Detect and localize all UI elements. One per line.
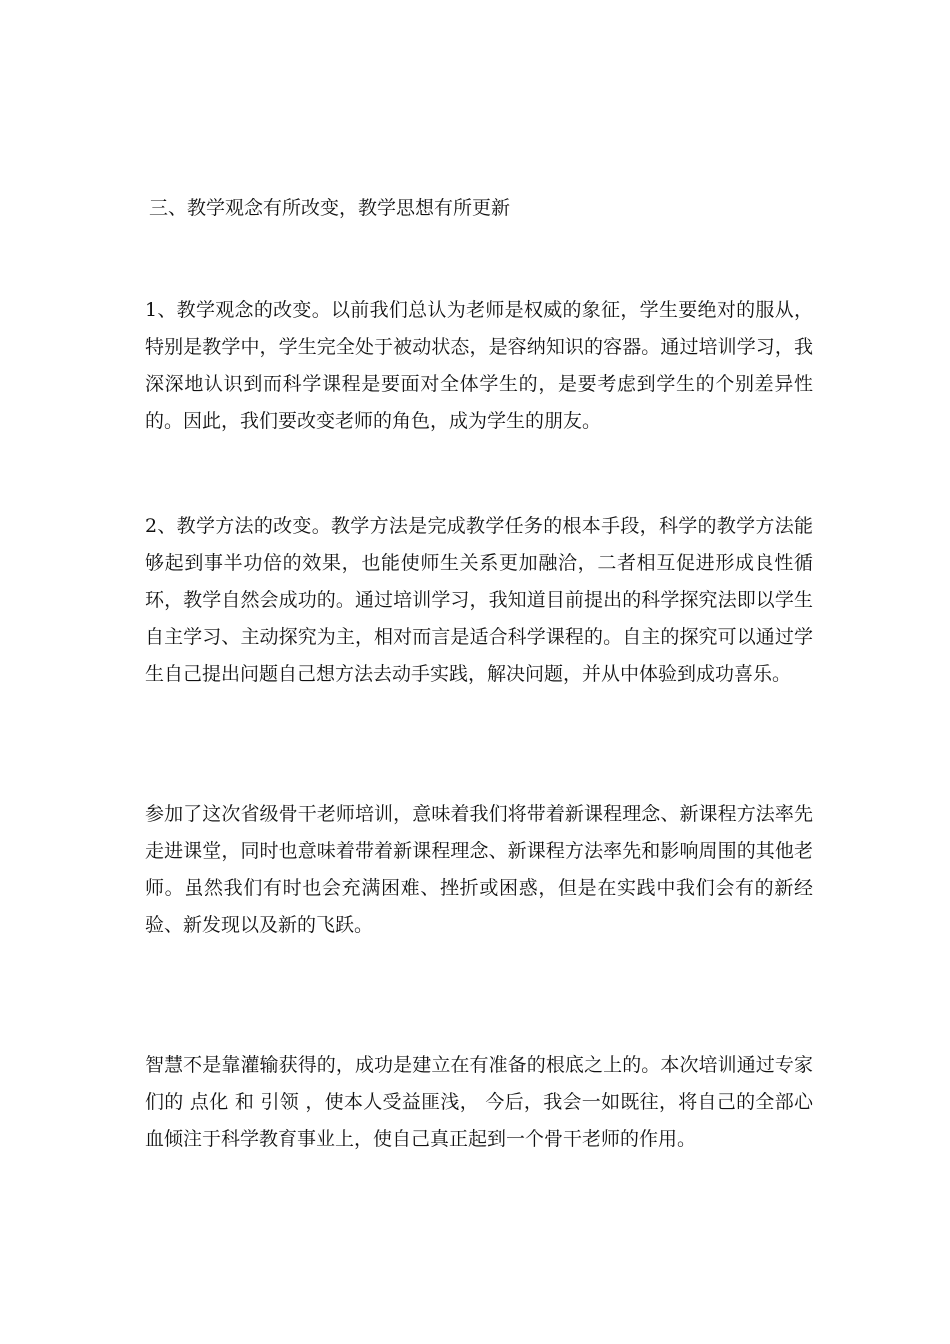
paragraph-teaching-concept: 1、教学观念的改变。以前我们总认为老师是权威的象征，学生要绝对的服从，特别是教学中，学生完全处于被动状态，是容纳知识的容器。通过培训学习，我深深地认识到而科学课程是要面对全体学生的，是要考虑到学生的个别差异性的。因此，我们要改变老师的角色，成为学生的朋友。	[145, 299, 813, 432]
paragraph-training-significance: 参加了这次省级骨干老师培训，意味着我们将带着新课程理念、新课程方法率先走进课堂，同时也意味着带着新课程理念、新课程方法率先和影响周围的其他老师。虽然我们有时也会充满困难、挫折或困惑，但是在实践中我们会有的新经验、新发现以及新的飞跃。	[145, 803, 813, 936]
section-heading: 三、教学观念有所改变，教学思想有所更新	[149, 197, 511, 219]
paragraph-conclusion: 智慧不是靠灌输获得的，成功是建立在有准备的根底之上的。本次培训通过专家们的 点化 和 引领 ，使本人受益匪浅， 今后，我会一如既往，将自己的全部心血倾注于科学教育事业上，使自己真正起到一个骨干老师的作用。	[145, 1054, 813, 1150]
paragraph-teaching-method: 2、教学方法的改变。教学方法是完成教学任务的根本手段，科学的教学方法能够起到事半功倍的效果，也能使师生关系更加融洽，二者相互促进形成良性循环，教学自然会成功的。通过培训学习，我知道目前提出的科学探究法即以学生自主学习、主动探究为主，相对而言是适合科学课程的。自主的探究可以通过学生自己提出问题自己想方法去动手实践，解决问题，并从中体验到成功喜乐。	[145, 515, 813, 685]
